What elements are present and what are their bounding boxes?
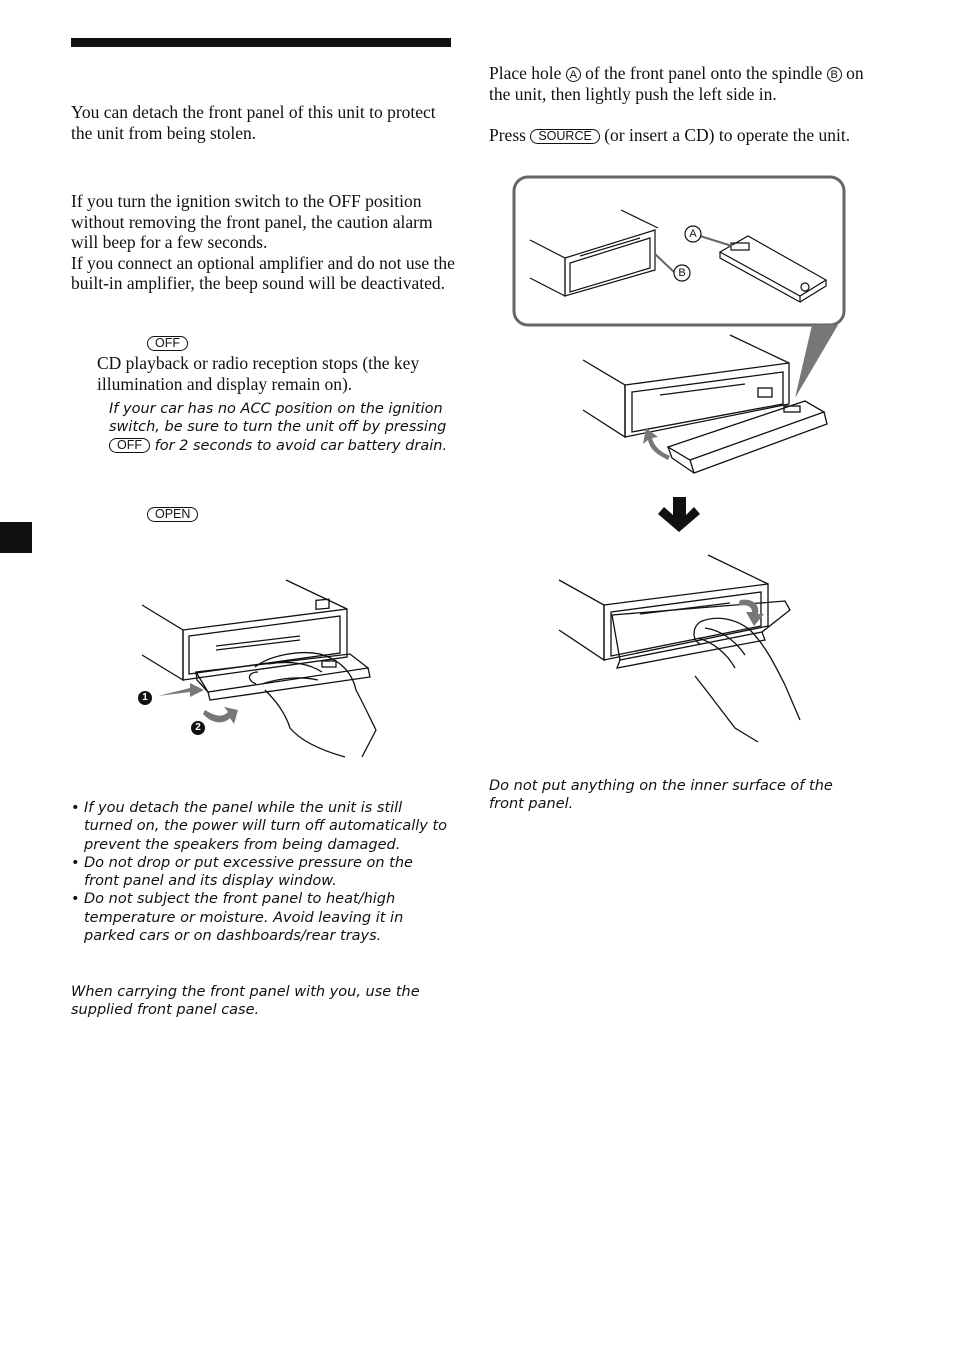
intro-paragraph: You can detach the front panel of this unit to protect the unit from being stolen. — [71, 102, 436, 143]
list-item: • If you detach the panel while the unit is still turned on, the power will turn off automatically to prevent the speakers from being damaged. — [71, 799, 451, 854]
inner-surface-note: Do not put anything on the inner surface of the front panel. — [489, 778, 833, 813]
carry-note: When carrying the front panel with you, use the supplied front panel case. — [71, 984, 420, 1019]
hole-a-marker: A — [566, 67, 581, 82]
attach-text-1: Place hole — [489, 63, 562, 83]
off-result-text: CD playback or radio reception stops (the key illumination and display remain on). — [97, 353, 420, 394]
step-2-label: 2 — [195, 722, 201, 733]
attach-text-2: of the front panel onto the spindle — [585, 63, 823, 83]
source-key: SOURCE — [530, 129, 599, 144]
press-text-2: (or insert a CD) to operate the unit. — [604, 125, 851, 145]
acc-note-text-2: for 2 seconds to avoid car battery drain. — [154, 437, 448, 454]
open-key-label: OPEN — [147, 507, 198, 522]
step-1-label: 1 — [142, 692, 148, 703]
spindle-b-marker: B — [827, 67, 842, 82]
caution-alarm-paragraph: If you turn the ignition switch to the OFF position without removing the front panel, the caution alarm will beep for a few seconds. If you connect an optional amplifier and do not use the built-in amplifier, the beep sound will be deactivated. — [71, 191, 455, 293]
press-text-1: Press — [489, 125, 526, 145]
acc-note-text-1: If your car has no ACC position on the ignition switch, be sure to turn the unit off by pressing — [109, 401, 447, 436]
off-key-label: OFF — [147, 336, 188, 351]
acc-note-off-key: OFF — [109, 438, 150, 453]
label-a: A — [689, 228, 697, 240]
label-b: B — [678, 267, 686, 279]
list-item: • Do not subject the front panel to heat/high temperature or moisture. Avoid leaving it in parked cars or on dashboards/rear trays. — [71, 890, 451, 945]
list-item: • Do not drop or put excessive pressure on the front panel and its display window. — [71, 854, 451, 891]
attach-text-3: on the unit, then lightly push the left side in. — [489, 63, 864, 104]
